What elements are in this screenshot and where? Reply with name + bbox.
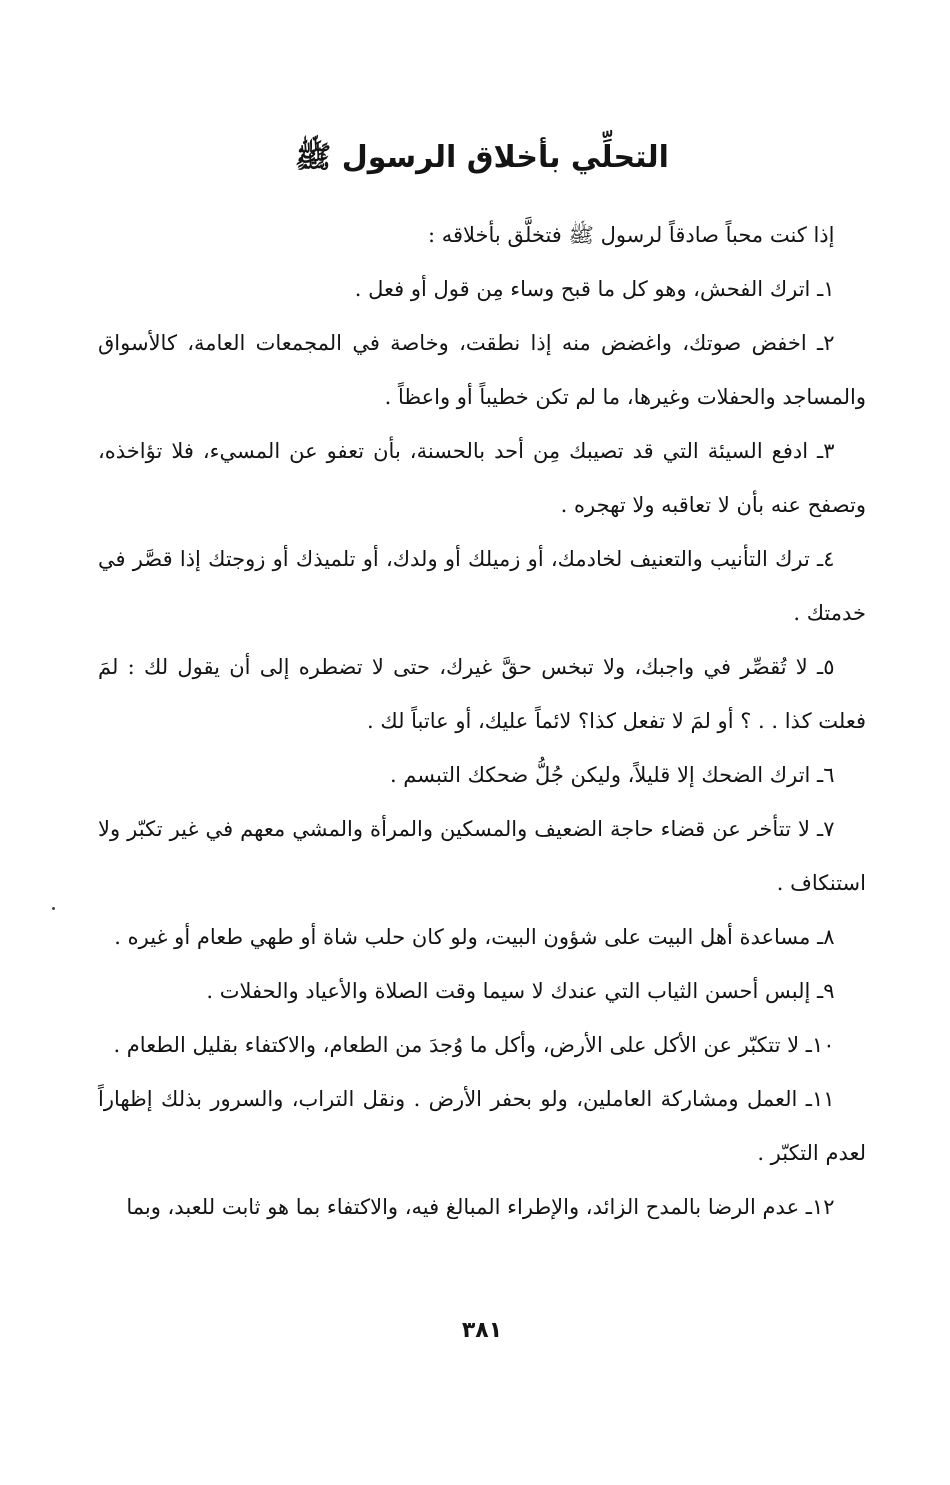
intro-paragraph: إذا كنت محباً صادقاً لرسول ﷺ فتخلَّق بأخلاقه : — [427, 223, 835, 247]
book-page — [98, 0, 866, 1485]
list-item-11: ١١ـ العمل ومشاركة العاملين، ولو بحفر الأرض . ونقل التراب، والسرور بذلك إظهاراً لعدم التكبّر . — [98, 1087, 866, 1165]
list-item-10: ١٠ـ لا تتكبّر عن الأكل على الأرض، وأكل ما وُجدَ من الطعام، والاكتفاء بقليل الطعام . — [113, 1033, 835, 1057]
list-item-1: ١ـ اترك الفحش، وهو كل ما قبح وساء مِن قول أو فعل . — [354, 277, 835, 301]
list-item-9: ٩ـ إلبس أحسن الثياب التي عندك لا سيما وقت الصلاة والأعياد والحفلات . — [206, 979, 835, 1003]
list-item-6: ٦ـ اترك الضحك إلا قليلاً، وليكن جُلُّ ضحكك التبسم . — [389, 763, 835, 787]
page-number: ٣٨١ — [461, 1318, 503, 1343]
page-title: التحلِّي بأخلاق الرسول ﷺ — [295, 140, 669, 175]
scan-speck — [52, 907, 55, 910]
list-item-7: ٧ـ لا تتأخر عن قضاء حاجة الضعيف والمسكين والمرأة والمشي معهم في غير تكبّر ولا استنكاف . — [98, 817, 866, 895]
list-item-8: ٨ـ مساعدة أهل البيت على شؤون البيت، ولو كان حلب شاة أو طهي طعام أو غيره . — [114, 925, 835, 949]
list-item-12: ١٢ـ عدم الرضا بالمدح الزائد، والإطراء المبالغ فيه، والاكتفاء بما هو ثابت للعبد، وبما — [126, 1195, 835, 1219]
body-text — [98, 208, 866, 1234]
list-item-5: ٥ـ لا تُقصِّر في واجبك، ولا تبخس حقَّ غيرك، حتى لا تضطره إلى أن يقول لك : لمَ فعلت كذا . . ؟ أو لمَ لا تفعل كذا؟ لائماً عليك، أو عاتباً لك . — [98, 655, 866, 733]
list-item-3: ٣ـ ادفع السيئة التي قد تصيبك مِن أحد بالحسنة، بأن تعفو عن المسيء، فلا تؤاخذه، وتصفح عنه بأن لا تعاقبه ولا تهجره . — [98, 439, 866, 517]
list-item-4: ٤ـ ترك التأنيب والتعنيف لخادمك، أو زميلك أو ولدك، أو تلميذك أو زوجتك إذا قصَّر في خدمتك . — [98, 547, 866, 625]
list-item-2: ٢ـ اخفض صوتك، واغضض منه إذا نطقت، وخاصة في المجمعات العامة، كالأسواق والمساجد والحفلات وغيرها، ما لم تكن خطيباً أو واعظاً . — [98, 331, 866, 409]
